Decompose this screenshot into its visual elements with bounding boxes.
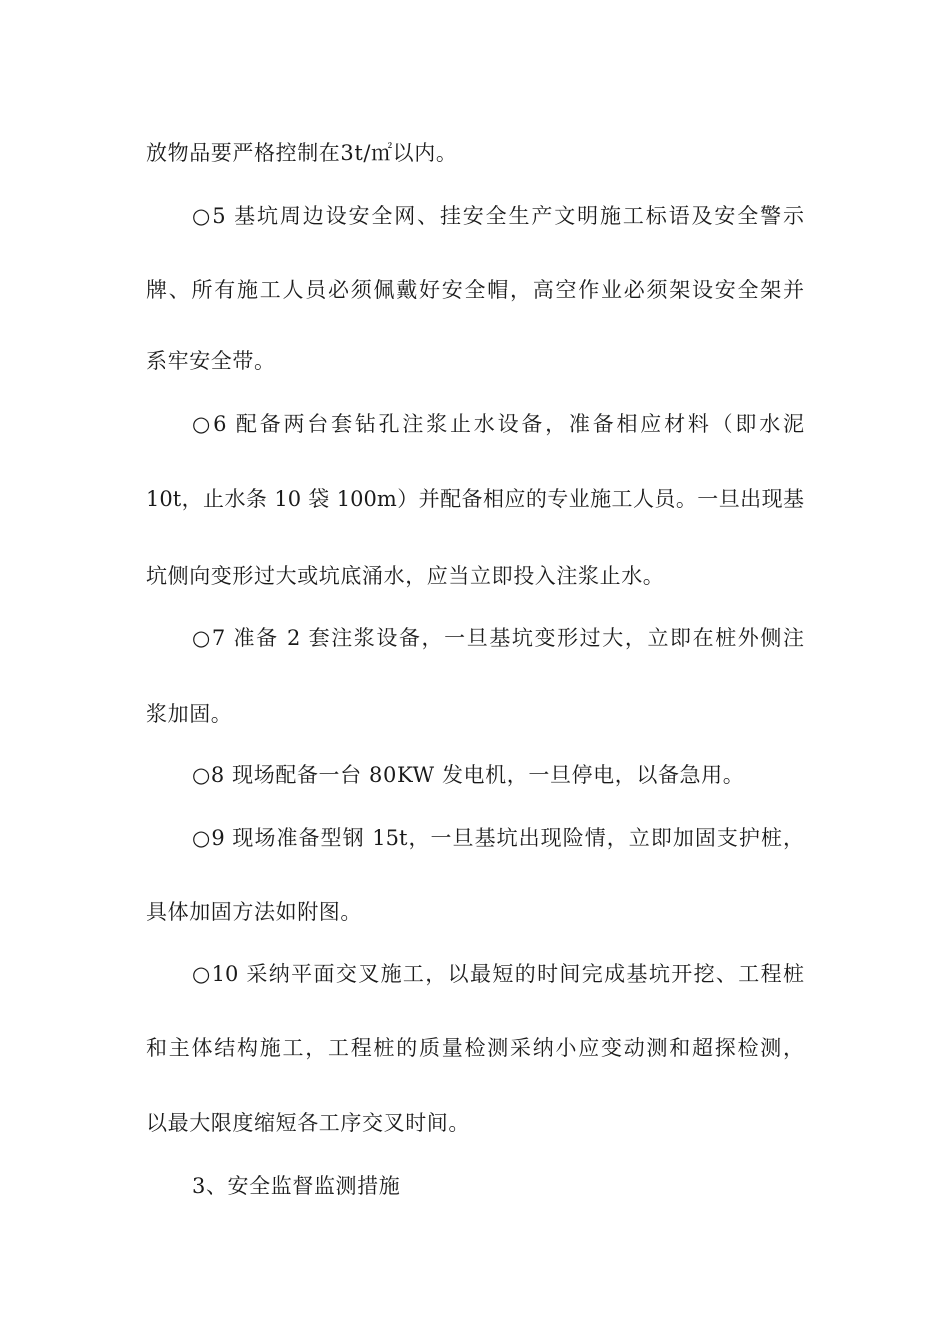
paragraph-line: ○5 基坑周边设安全网、挂安全生产文明施工标语及安全警示 bbox=[192, 204, 804, 228]
paragraph-line: 10t，止水条 10 袋 100m）并配备相应的专业施工人员。一旦出现基 bbox=[146, 487, 804, 511]
paragraph-line: 坑侧向变形过大或坑底涌水，应当立即投入注浆止水。 bbox=[146, 564, 665, 588]
paragraph-line: 具体加固方法如附图。 bbox=[146, 900, 362, 924]
paragraph-line: 系牢安全带。 bbox=[146, 349, 276, 373]
paragraph-line: ○9 现场准备型钢 15t，一旦基坑出现险情，立即加固支护桩， bbox=[192, 826, 804, 850]
paragraph-line: 牌、所有施工人员必须佩戴好安全帽，高空作业必须架设安全架并 bbox=[146, 278, 804, 302]
paragraph-line: 和主体结构施工，工程桩的质量检测采纳小应变动测和超探检测， bbox=[146, 1036, 804, 1060]
paragraph-line: ○7 准备 2 套注浆设备，一旦基坑变形过大，立即在桩外侧注 bbox=[192, 626, 804, 650]
paragraph-line: ○8 现场配备一台 80KW 发电机，一旦停电，以备急用。 bbox=[192, 763, 745, 787]
paragraph-line: ○10 采纳平面交叉施工，以最短的时间完成基坑开挖、工程桩 bbox=[192, 962, 804, 986]
paragraph-line: ○6 配备两台套钻孔注浆止水设备，准备相应材料（即水泥 bbox=[192, 412, 804, 436]
paragraph-line: 以最大限度缩短各工序交叉时间。 bbox=[146, 1111, 470, 1135]
paragraph-line: 浆加固。 bbox=[146, 702, 233, 726]
section-heading: 3、安全监督监测措施 bbox=[192, 1174, 401, 1198]
paragraph-line: 放物品要严格控制在3t/㎡以内。 bbox=[146, 141, 458, 165]
